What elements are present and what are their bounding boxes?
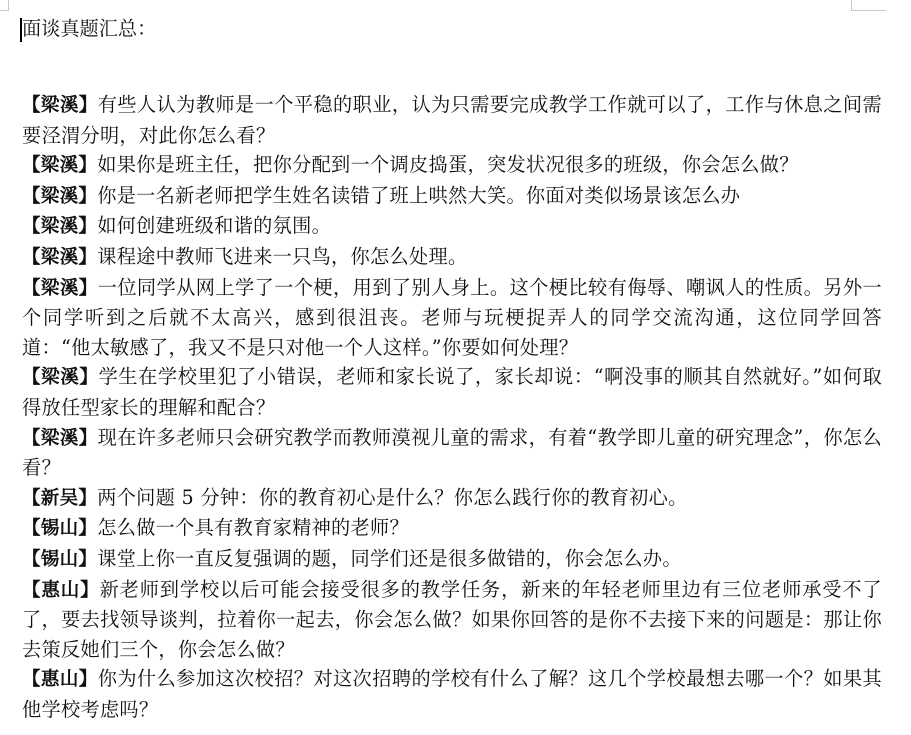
question-item: [22, 273, 882, 363]
question-tag: 【新吴】: [22, 487, 98, 509]
question-text: 现在许多老师只会研究教学而教师漠视儿童的需求，有着“教学即儿童的研究理念”，你怎么看？: [22, 425, 883, 480]
question-item: [22, 423, 882, 483]
question-tag: 【梁溪】: [22, 246, 98, 268]
question-item: [22, 181, 882, 212]
question-text: 课程途中教师飞进来一只鸟，你怎么处理。: [97, 244, 468, 268]
question-text: 学生在学校里犯了小错误，老师和家长说了，家长却说：“啊没事的顺其自然就好。”如何取得放任型家长的理解和配合？: [22, 365, 882, 419]
question-tag: 【梁溪】: [22, 277, 98, 299]
question-text: 你是一名新老师把学生姓名读错了班上哄然大笑。你面对类似场景该怎么办: [97, 183, 741, 207]
question-item: [22, 242, 882, 273]
document-body[interactable]: [22, 14, 882, 724]
question-tag: 【梁溪】: [22, 216, 98, 238]
question-tag: 【梁溪】: [22, 367, 99, 389]
question-item: [22, 211, 882, 242]
question-text: 有些人认为教师是一个平稳的职业，认为只需要完成教学工作就可以了，工作与休息之间需要泾渭分明，对此你怎么看？: [22, 93, 883, 147]
question-text: 一位同学从网上学了一个梗，用到了别人身上。这个梗比较有侮辱、嘲讽人的性质。另外一个同学听到之后就不太高兴，感到很沮丧。老师与玩梗捉弄人的同学交流沟通，这位同学回答道：“他太敏感了，我又不是只对他一个人这样。”你要如何处理？: [22, 275, 883, 359]
question-tag: 【梁溪】: [22, 427, 98, 449]
question-item: [22, 575, 882, 665]
text-cursor: [20, 18, 22, 42]
question-text: 你为什么参加这次校招？对这次招聘的学校有什么了解？这几个学校最想去哪一个？如果其他学校考虑吗？: [22, 667, 883, 721]
question-item: [22, 150, 882, 181]
question-tag: 【梁溪】: [22, 155, 98, 177]
document-title: 面谈真题汇总：: [22, 17, 157, 40]
question-tag: 【锡山】: [22, 518, 98, 540]
question-text: 怎么做一个具有教育家精神的老师？: [97, 516, 410, 540]
question-item: [22, 483, 882, 514]
question-text: 课堂上你一直反复强调的题，同学们还是很多做错的，你会怎么办。: [97, 546, 682, 570]
blank-line: [22, 44, 882, 90]
question-tag: 【梁溪】: [22, 185, 98, 207]
question-text: 两个问题 5 分钟：你的教育初心是什么？你怎么践行你的教育初心。: [97, 485, 688, 509]
question-item: [22, 544, 882, 575]
page-corner-mark-left: [0, 0, 9, 11]
question-item: [22, 513, 882, 544]
question-tag: 【惠山】: [22, 579, 100, 601]
page-corner-mark-right: [851, 0, 886, 11]
question-item: [22, 90, 882, 150]
question-text: 新老师到学校以后可能会接受很多的教学任务，新来的年轻老师里边有三位老师承受不了了，要去找领导谈判，拉着你一起去，你会怎么做？如果你回答的是你不去接下来的问题是：那让你去策反她们三个，你会怎么做？: [22, 577, 882, 661]
question-tag: 【锡山】: [22, 548, 98, 570]
question-item: [22, 362, 882, 422]
question-text: 如果你是班主任，把你分配到一个调皮捣蛋，突发状况很多的班级，你会怎么做？: [97, 153, 799, 177]
question-text: 如何创建班级和谐的氛围。: [97, 214, 332, 238]
question-tag: 【梁溪】: [22, 95, 98, 116]
question-tag: 【惠山】: [22, 669, 98, 691]
question-item: [22, 664, 882, 724]
